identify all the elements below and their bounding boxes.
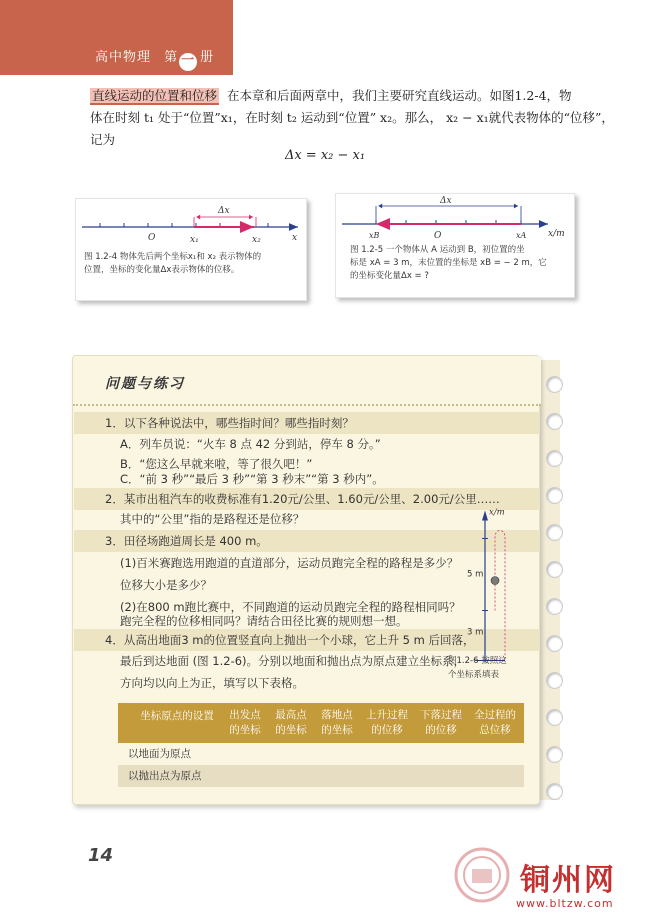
card-title-bar [73,356,541,406]
displacement-formula: Δx = x₂ − x₁ [284,148,366,163]
delta-label: Δx [218,206,230,216]
origin-label: O [148,233,156,243]
caption-line: 标是 xA = 3 m，末位置的坐标是 xB = − 2 m，它 [350,258,547,268]
binder-ring [546,413,563,430]
figure-1-2-6 [455,490,525,680]
header-title [95,46,214,71]
ball [491,577,499,585]
label-3m: 3 m [467,627,484,638]
question-4-line-2: 最后到达地面 (图 1.2-6)。分别以地面和抛出点为原点建立坐标系， [120,654,466,668]
binder-ring [546,450,563,467]
caption-line: 图1.2-6 按照这 [448,656,507,666]
question-2-line-1: 2．某市出租汽车的收费标准有1.20元/公里、1.60元/公里、2.00元/公里…… [105,492,500,506]
question-3-part-1a: (1)百米赛跑选用跑道的直道部分，运动员跑完全程的路程是多少？ [120,556,459,570]
question-1-option-c: C．“前 3 秒”“最后 3 秒”“第 3 秒末”“第 3 秒内”。 [120,472,384,486]
figure-2-caption [350,244,560,283]
figure-1-2-5 [335,193,575,298]
axis-label: x/m [548,229,565,239]
binder-ring [546,709,563,726]
page-number: 14 [88,845,114,866]
binder-ring [546,524,563,541]
binder-ring [546,746,563,763]
header-line: 上升过程 [366,709,408,721]
watermark-name: 铜州网 [520,863,616,898]
header-line: 总位移 [479,724,511,736]
binder-ring [546,635,563,652]
ball-trajectory [495,531,505,661]
header-line: 下落过程 [420,709,462,721]
header-line: 坐标原点的设置 [140,710,214,722]
table-header-cell [222,708,268,738]
intro-text-1: 在本章和后面两章中，我们主要研究直线运动。如图1.2-4，物 [226,88,572,103]
table-header-cell [414,708,468,738]
figure-3-caption [448,654,526,682]
header-line: 出发点 [229,709,261,721]
origin-label: O [434,231,442,241]
table-row [118,743,524,765]
question-3-part-2a: (2)在800 m跑比赛中，不同跑道的运动员跑完全程的路程相同吗？ [120,600,461,614]
axis-arrow [482,511,488,521]
figure-1-caption [84,251,302,277]
header-line: 最高点 [275,709,307,721]
question-1-option-b: B．“您这么早就来啦，等了很久吧！” [120,457,313,471]
table-row-label: 以地面为原点 [128,748,191,760]
table-header-cell [314,708,360,738]
watermark-url: www.bltzw.com [516,897,614,910]
binder-ring [546,376,563,393]
xa-label: xA [516,231,527,240]
question-4-line-3: 方向均以向上为正，填写以下表格。 [120,676,304,690]
binder-ring [546,672,563,689]
table-row-label: 以抛出点为原点 [128,770,202,782]
label-5m: 5 m [467,569,484,580]
intro-line-3: 记为 [90,132,116,147]
intro-line-1 [90,85,615,107]
question-3-part-2b: 跑完全程的位移相同吗？请结合田径比赛的规则想一想。 [120,614,408,628]
table-header-cell [268,708,314,738]
axis-label: x [292,233,298,243]
intro-paragraph [90,85,615,151]
question-1: 1．以下各种说法中，哪些指时间？哪些指时刻？ [105,416,354,430]
delta-label: Δx [440,196,452,206]
caption-line: 个坐标系填表 [448,670,500,680]
intro-line-2: 体在时刻 t₁ 处于“位置”x₁，在时刻 t₂ 运动到“位置” x₂。那么， x₂ − x₁就代表物体的“位移”， [90,110,614,125]
header-volume-suffix: 册 [200,50,215,65]
table-header-cell [468,708,522,738]
question-1-option-a: A．列车员说：“火车 8 点 42 分到站，停车 8 分。” [120,437,381,451]
caption-line: 的坐标变化量Δx = ? [350,271,429,281]
header-line: 的位移 [425,724,457,736]
table-row [118,765,524,787]
table-header-cell [360,708,414,738]
caption-line: 图 1.2-4 物体先后两个坐标x₁和 x₂ 表示物体的 [84,252,262,262]
header-line: 的坐标 [275,724,307,736]
question-2-line-2: 其中的“公里”指的是路程还是位移？ [120,512,305,526]
caption-line: 图 1.2-5 一个物体从 A 运动到 B，初位置的坐 [350,245,525,255]
binder-ring [546,598,563,615]
header-line: 落地点 [321,709,353,721]
axis-label: x/m [489,507,505,518]
caption-line: 位置，坐标的变化量Δx表示物体的位移。 [84,265,240,275]
table-header-cell [122,709,232,724]
section-heading: 直线运动的位置和位移 [92,88,218,103]
binder-ring [546,783,563,800]
xb-label: xB [369,231,380,240]
question-3: 3．田径场跑道周长是 400 m。 [105,534,268,548]
card-title: 问题与练习 [105,376,185,392]
header-line: 的坐标 [229,724,261,736]
header-volume-prefix: 第 [164,50,179,65]
x2-label: x₂ [252,235,261,245]
header-line: 全过程的 [474,709,516,721]
header-line: 的位移 [371,724,403,736]
header-series: 高中物理 [95,50,152,65]
binder-ring [546,561,563,578]
header-line: 的坐标 [321,724,353,736]
question-4-line-1: 4．从高出地面3 m的位置竖直向上抛出一个小球，它上升 5 m 后回落， [105,633,475,647]
volume-badge: 一 [179,53,197,71]
table-header [118,703,524,743]
binder-ring [546,487,563,504]
question-3-part-1b: 位移大小是多少？ [120,578,212,592]
x1-label: x₁ [190,235,199,245]
figure-1-2-4 [75,198,307,301]
